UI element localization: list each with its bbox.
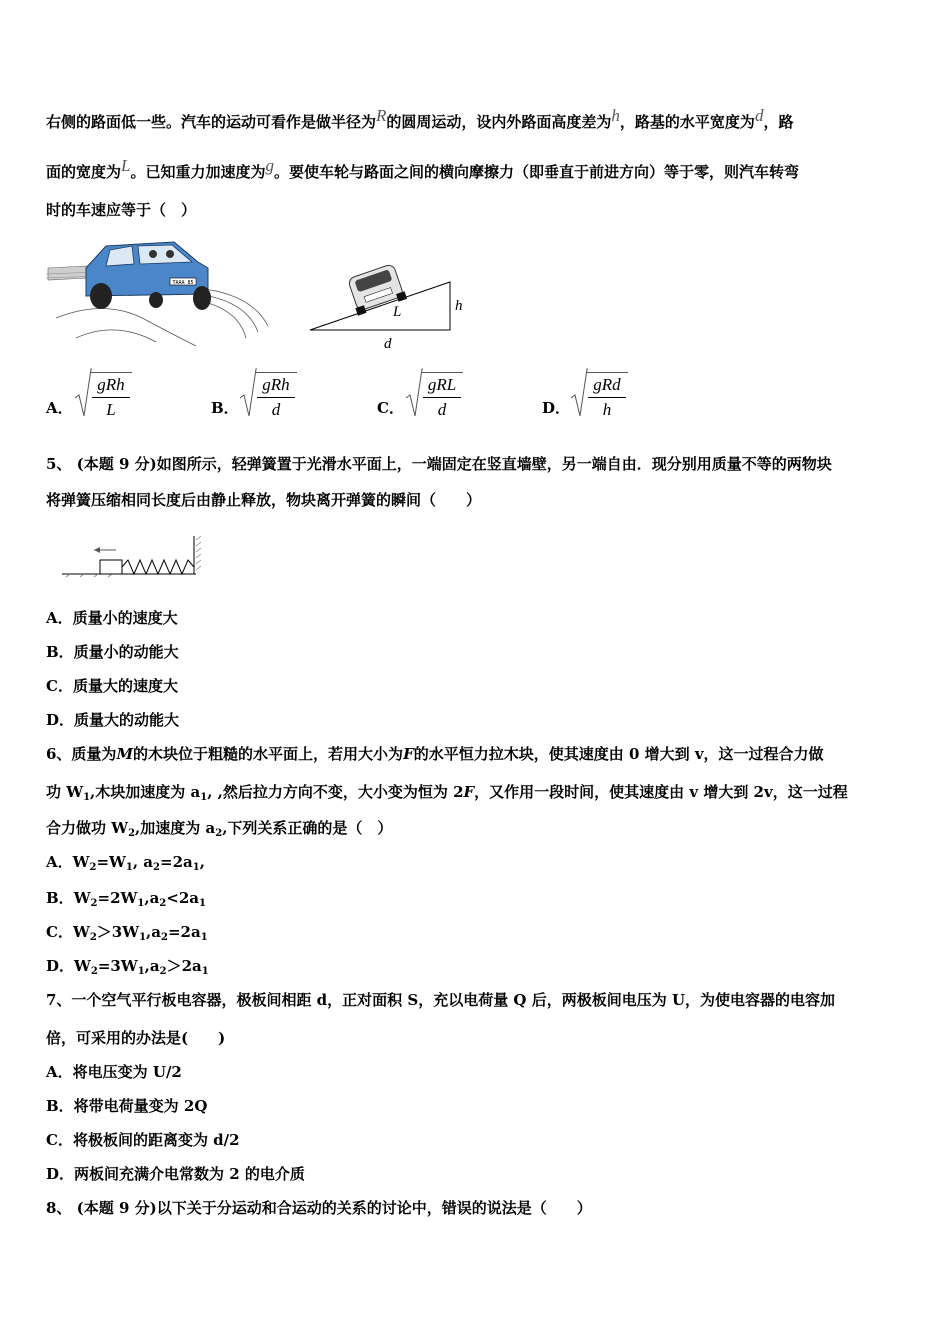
q6-option-b[interactable]: B．$W_2=2W_1,a_2<2a_1$ [46, 889, 206, 909]
height-label: h [455, 298, 463, 314]
q6-option-c[interactable]: C．$W_2>3W_1,a_2=2a_1$ [46, 923, 208, 943]
q7-option-a[interactable]: A．将电压变为 U/2 [46, 1063, 182, 1081]
q6-line-3: 合力做功 $W_2$,加速度为 $a_2$,下列关系正确的是（ ） [46, 819, 393, 839]
q4-option-d[interactable]: D． gRd h [542, 368, 642, 424]
slope-label: L [393, 304, 402, 320]
q6-option-d[interactable]: D．$W_2=3W_1,a_2>2a_1$ [46, 957, 209, 977]
var-d: d [754, 106, 764, 125]
spring-block-diagram [60, 532, 202, 580]
q7-line-2: 倍，可采用的办法是( ) [46, 1029, 226, 1047]
q7-option-d[interactable]: D．两板间充满介电常数为 2 的电介质 [46, 1165, 305, 1183]
var-R: R [376, 106, 387, 125]
q4-line-1: 右侧的路面低一些。汽车的运动可看作是做半径为R的圆周运动，设内外路面高度差为h，路基的水平宽度为d，路 [46, 106, 794, 131]
q5-line-2: 将弹簧压缩相同长度后由静止释放，物块离开弹簧的瞬间（ ） [46, 491, 482, 509]
q4-line-2: 面的宽度为L。已知重力加速度为g。要使车轮与路面之间的横向摩擦力（即垂直于前进方向）等于零，则汽车转弯 [46, 156, 800, 181]
var-h: h [611, 106, 620, 125]
q4-option-c[interactable]: C． gRL d [377, 368, 477, 424]
q8-line-1: 8、 (本题 9 分)以下关于分运动和合运动的关系的讨论中，错误的说法是（ ） [46, 1199, 592, 1217]
q5-line-1: 5、 (本题 9 分)如图所示，轻弹簧置于光滑水平面上，一端固定在竖直墙壁，另一端自由．现分别用质量不等的两物块 [46, 455, 832, 473]
base-label: d [384, 336, 392, 352]
q5-option-d[interactable]: D．质量大的动能大 [46, 711, 180, 729]
var-L: L [121, 156, 131, 175]
var-g: g [265, 156, 274, 175]
q4-option-a[interactable]: A． gRh L [46, 368, 146, 424]
q5-option-c[interactable]: C．质量大的速度大 [46, 677, 178, 695]
q6-option-a[interactable]: A．$W_2=W_1$, $a_2=2a_1$, [46, 853, 205, 873]
license-plate: TAAA 85 [172, 280, 194, 286]
q5-option-a[interactable]: A．质量小的速度大 [46, 609, 178, 627]
q4-option-b[interactable]: B． gRh d [211, 368, 311, 424]
q7-line-1: 7、一个空气平行板电容器，极板间相距 d，正对面积 S，充以电荷量 Q 后，两极板间电压为 U，为使电容器的电容加 [46, 991, 836, 1009]
banked-road-cross-section [306, 260, 476, 352]
q6-line-1: 6、质量为M的木块位于粗糙的水平面上，若用大小为F的水平恒力拉木块，使其速度由 0 增大到 v，这一过程合力做 [46, 745, 824, 763]
q4-line-3: 时的车速应等于（ ） [46, 201, 197, 219]
q7-option-b[interactable]: B．将带电荷量变为 2Q [46, 1097, 208, 1115]
car-on-curve-illustration [46, 238, 276, 350]
q6-line-2: 功 $W_1$,木块加速度为 $a_1$, ,然后拉力方向不变，大小变为恒为 2F，又作用一段时间，使其速度由 v 增大到 2v，这一过程 [46, 783, 848, 803]
q5-option-b[interactable]: B．质量小的动能大 [46, 643, 179, 661]
q7-option-c[interactable]: C．将极板间的距离变为 d/2 [46, 1131, 240, 1149]
